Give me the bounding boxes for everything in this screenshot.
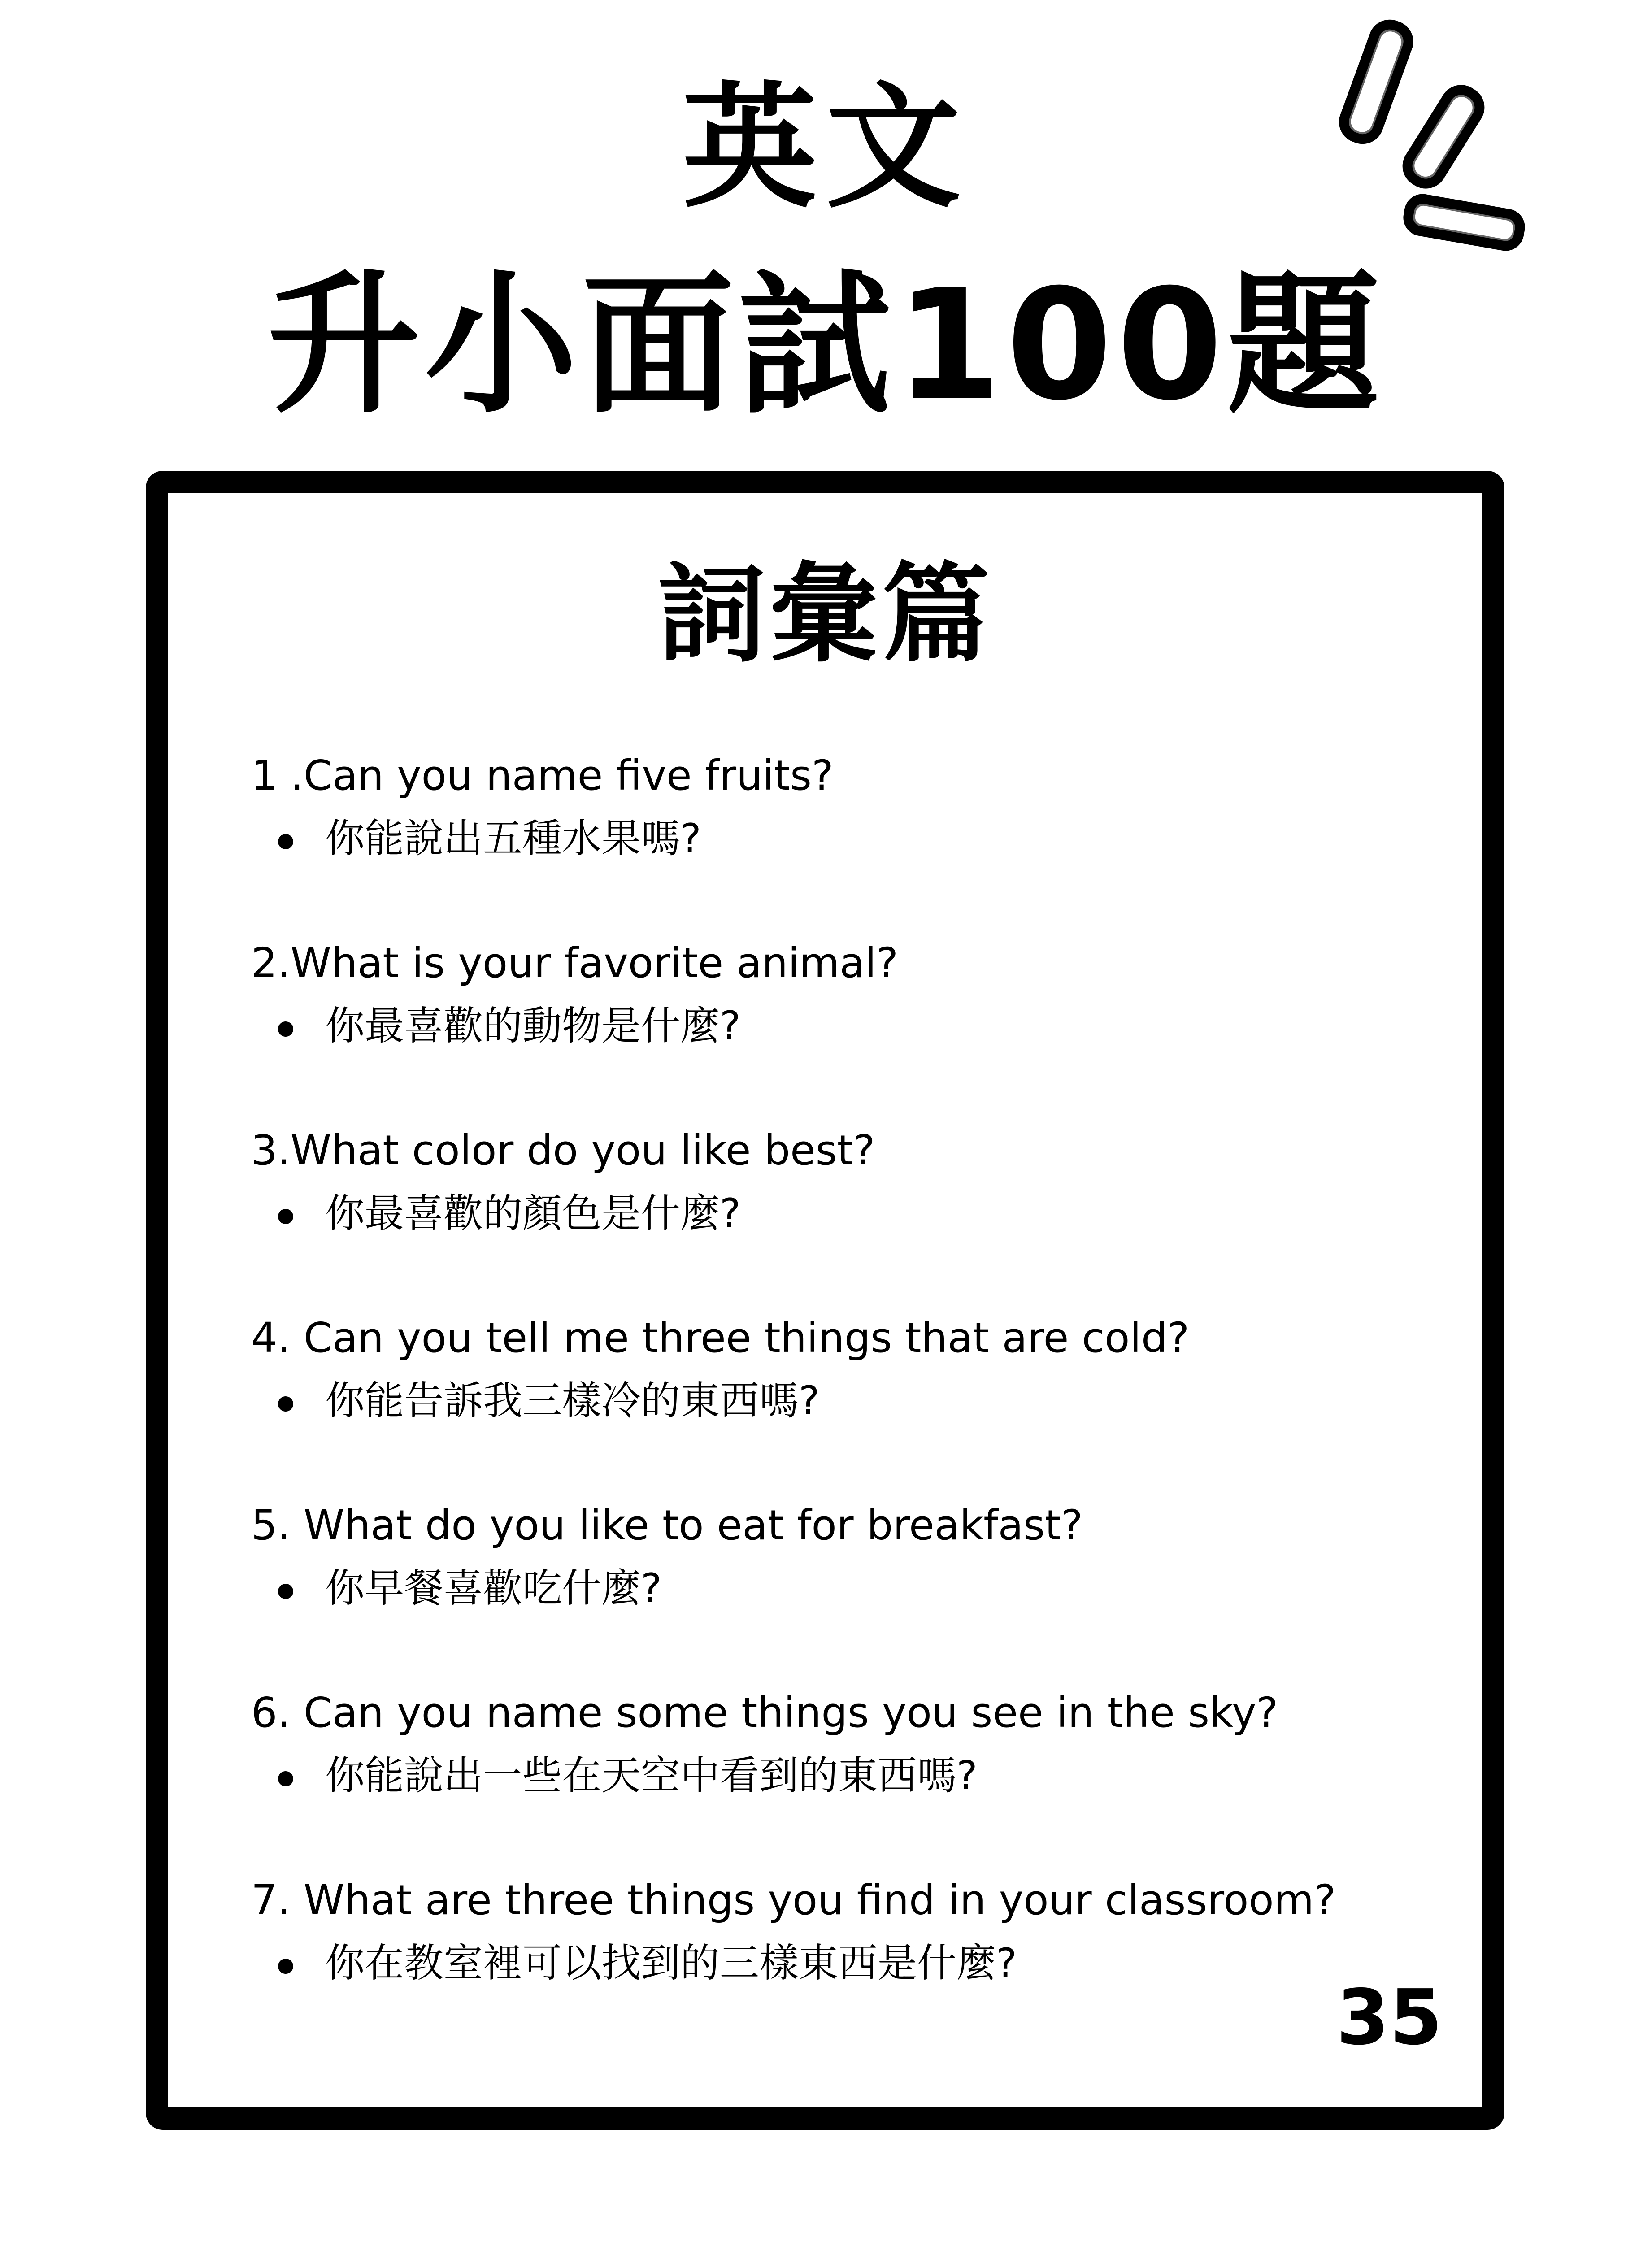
question-chinese-row [251, 1182, 1462, 1245]
question-chinese: 你能說出五種水果嗎? [325, 815, 701, 861]
question-item [251, 1682, 1462, 1869]
question-chinese: 你早餐喜歡吃什麼? [325, 1565, 662, 1611]
title-main: 升小面試100題 [268, 256, 1384, 434]
page-number: 35 [1336, 1973, 1443, 2062]
question-english: 2.What is your favorite animal? [251, 939, 899, 987]
question-chinese-row [251, 1932, 1462, 1994]
title-subject: 英文 [683, 70, 969, 226]
question-chinese: 你在教室裡可以找到的三樣東西是什麼? [325, 1940, 1017, 1986]
bullet-icon [278, 1209, 293, 1224]
bullet-icon [278, 1959, 293, 1974]
question-item [251, 744, 1462, 932]
section-title: 詞彙篇 [657, 552, 994, 677]
question-item [251, 932, 1462, 1119]
bullet-icon [278, 834, 293, 849]
question-chinese-row [251, 995, 1462, 1057]
question-chinese: 你最喜歡的顏色是什麼? [325, 1190, 741, 1236]
question-item [251, 1307, 1462, 1494]
bullet-icon [278, 1396, 293, 1412]
question-chinese-row [251, 1744, 1462, 1807]
bullet-icon [278, 1584, 293, 1599]
question-item [251, 1119, 1462, 1307]
exclamation-burst-icon [1323, 18, 1538, 251]
question-item [251, 1869, 1462, 2056]
question-chinese: 你能說出一些在天空中看到的東西嗎? [325, 1752, 978, 1799]
bullet-icon [278, 1771, 293, 1786]
question-english: 4. Can you tell me three things that are cold? [251, 1314, 1190, 1362]
question-chinese-row [251, 807, 1462, 870]
bullet-icon [278, 1021, 293, 1037]
question-english: 6. Can you name some things you see in the sky? [251, 1689, 1278, 1737]
question-chinese-row [251, 1557, 1462, 1620]
question-english: 3.What color do you like best? [251, 1126, 875, 1174]
question-chinese-row [251, 1369, 1462, 1432]
question-chinese: 你能告訴我三樣冷的東西嗎? [325, 1377, 820, 1424]
question-item [251, 1494, 1462, 1682]
question-english: 1 .Can you name five fruits? [251, 752, 834, 799]
question-chinese: 你最喜歡的動物是什麼? [325, 1003, 741, 1049]
question-english: 7. What are three things you find in your classroom? [251, 1876, 1336, 1924]
question-english: 5. What do you like to eat for breakfast? [251, 1501, 1083, 1549]
question-list [251, 744, 1462, 2056]
